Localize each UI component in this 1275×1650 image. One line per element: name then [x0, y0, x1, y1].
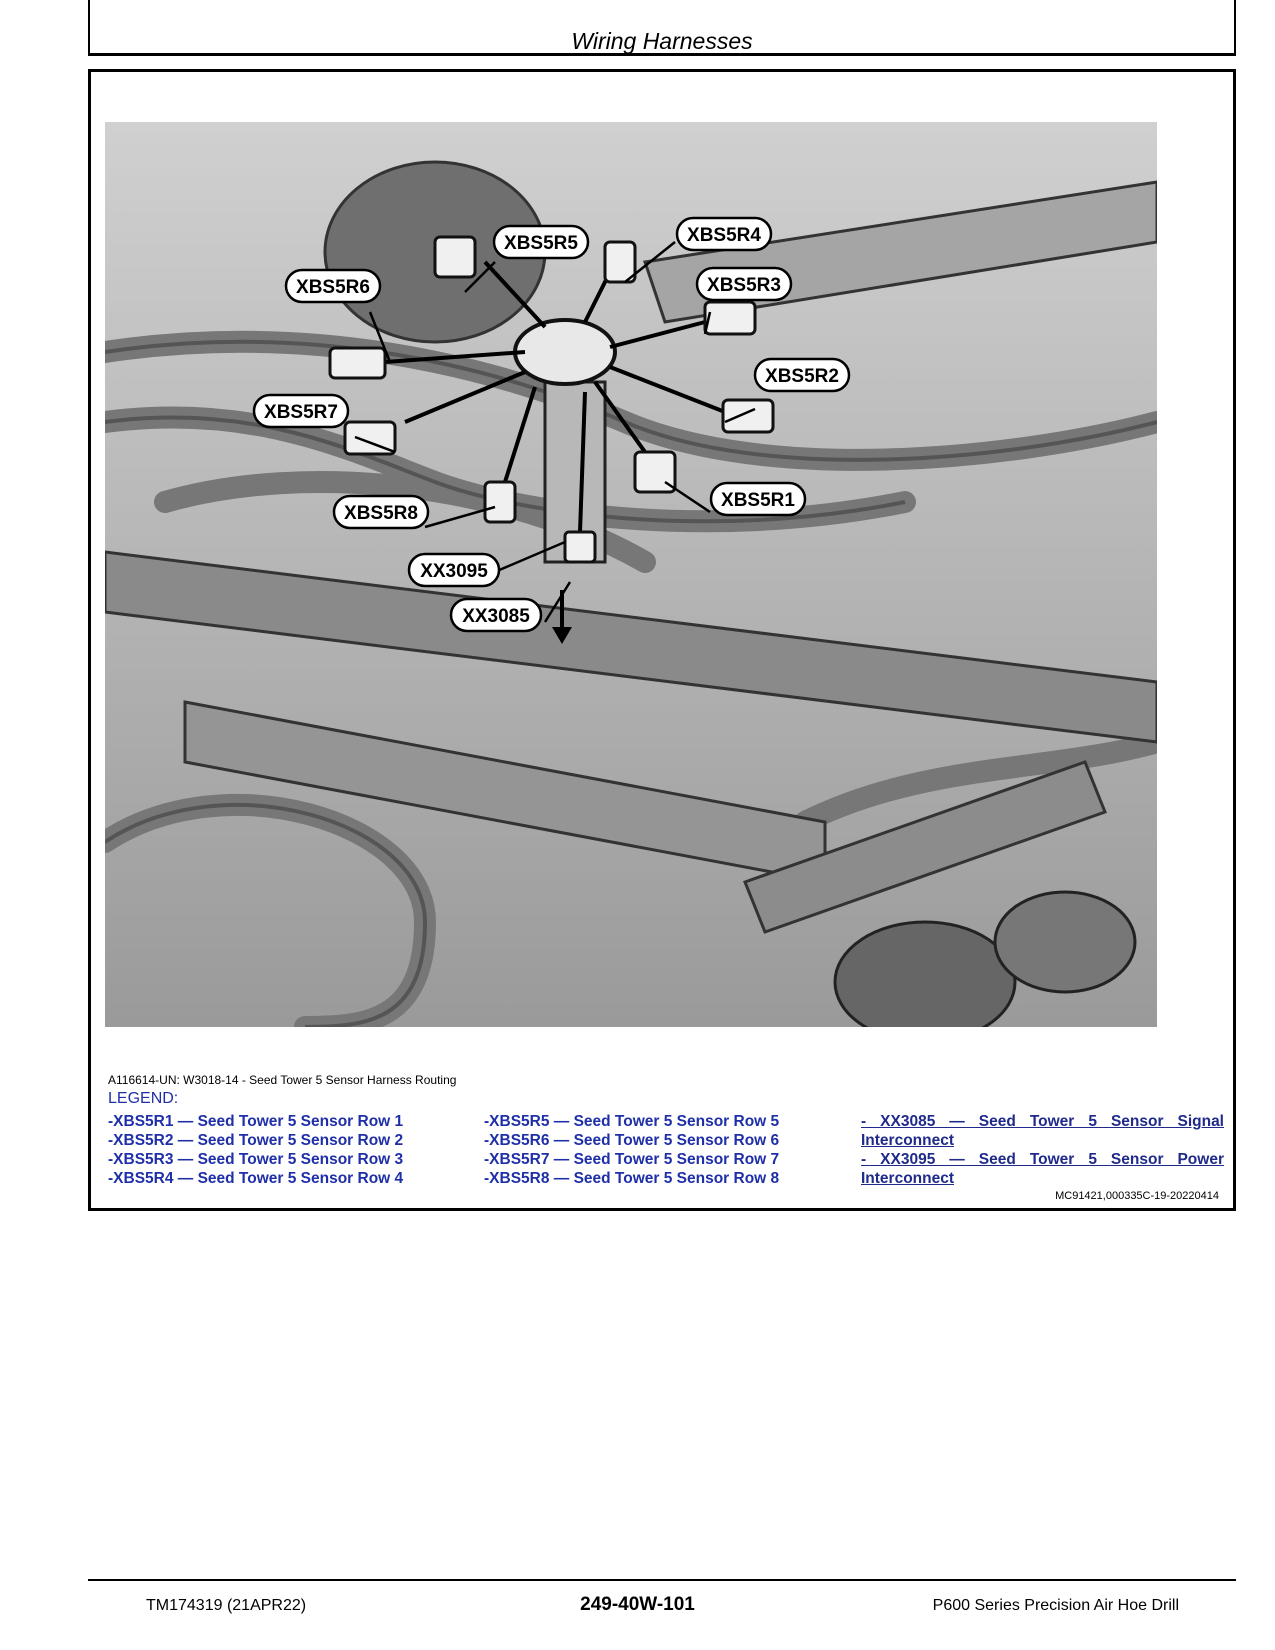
legend-item: -XBS5R5 — Seed Tower 5 Sensor Row 5	[484, 1113, 780, 1130]
wheel-shape	[835, 922, 1015, 1027]
wheel-shape	[995, 892, 1135, 992]
callout-xbs5r2-label: XBS5R2	[765, 366, 839, 387]
footer-product-name: P600 Series Precision Air Hoe Drill	[932, 1597, 1179, 1614]
legend-link-xx3085[interactable]: - XX3085 — Seed Tower 5 Sensor Signal Interconnect	[861, 1113, 1224, 1149]
callout-xbs5r3	[697, 268, 791, 300]
callout-xx3085-label: XX3085	[462, 606, 530, 627]
callout-xbs5r7	[254, 395, 348, 427]
legend-item: -XBS5R4 — Seed Tower 5 Sensor Row 4	[108, 1170, 404, 1187]
content-box	[88, 69, 1236, 1211]
callout-xbs5r8-label: XBS5R8	[344, 503, 418, 524]
page-title: Wiring Harnesses	[571, 28, 753, 54]
callout-xbs5r7-label: XBS5R7	[264, 402, 338, 423]
callout-xbs5r1-label: XBS5R1	[721, 490, 795, 511]
harness-routing-illustration	[105, 122, 1157, 1027]
callout-xbs5r4-label: XBS5R4	[687, 225, 761, 246]
document-code: MC91421,000335C-19-20220414	[1055, 1190, 1219, 1202]
footer-page-number: 249-40W-101	[580, 1594, 695, 1615]
callout-xbs5r1	[711, 483, 805, 515]
legend-item: -XBS5R7 — Seed Tower 5 Sensor Row 7	[484, 1151, 780, 1168]
callout-xbs5r3-label: XBS5R3	[707, 275, 781, 296]
seed-tower-head	[515, 320, 615, 384]
legend-item: -XBS5R1 — Seed Tower 5 Sensor Row 1	[108, 1113, 404, 1130]
callout-xbs5r5	[494, 226, 588, 258]
callout-xbs5r2	[755, 359, 849, 391]
header-box	[88, 0, 1236, 56]
callout-xbs5r4	[677, 218, 771, 250]
callout-xx3095-label: XX3095	[420, 561, 488, 582]
footer-manual-id: TM174319 (21APR22)	[146, 1597, 307, 1614]
callout-xbs5r8	[334, 496, 428, 528]
callout-xbs5r6	[286, 270, 380, 302]
footer-divider	[88, 1579, 1236, 1581]
legend-column-1	[108, 1112, 403, 1188]
harness-routing-figure	[105, 122, 1157, 1027]
callout-xx3085	[451, 599, 541, 631]
legend-link-xx3095[interactable]: - XX3095 — Seed Tower 5 Sensor Power Interconnect	[861, 1151, 1224, 1187]
legend-item: -XBS5R3 — Seed Tower 5 Sensor Row 3	[108, 1151, 404, 1168]
legend-column-3	[861, 1112, 1224, 1188]
legend-title: LEGEND:	[108, 1090, 179, 1107]
figure-caption: A116614-UN: W3018-14 - Seed Tower 5 Sensor Harness Routing	[108, 1073, 457, 1087]
callout-xbs5r6-label: XBS5R6	[296, 277, 370, 298]
legend-item: -XBS5R8 — Seed Tower 5 Sensor Row 8	[484, 1170, 780, 1187]
legend-column-2	[484, 1112, 779, 1188]
legend-item: -XBS5R2 — Seed Tower 5 Sensor Row 2	[108, 1132, 404, 1149]
callout-xx3095	[409, 554, 499, 586]
callout-xbs5r5-label: XBS5R5	[504, 233, 578, 254]
legend-item: -XBS5R6 — Seed Tower 5 Sensor Row 6	[484, 1132, 780, 1149]
